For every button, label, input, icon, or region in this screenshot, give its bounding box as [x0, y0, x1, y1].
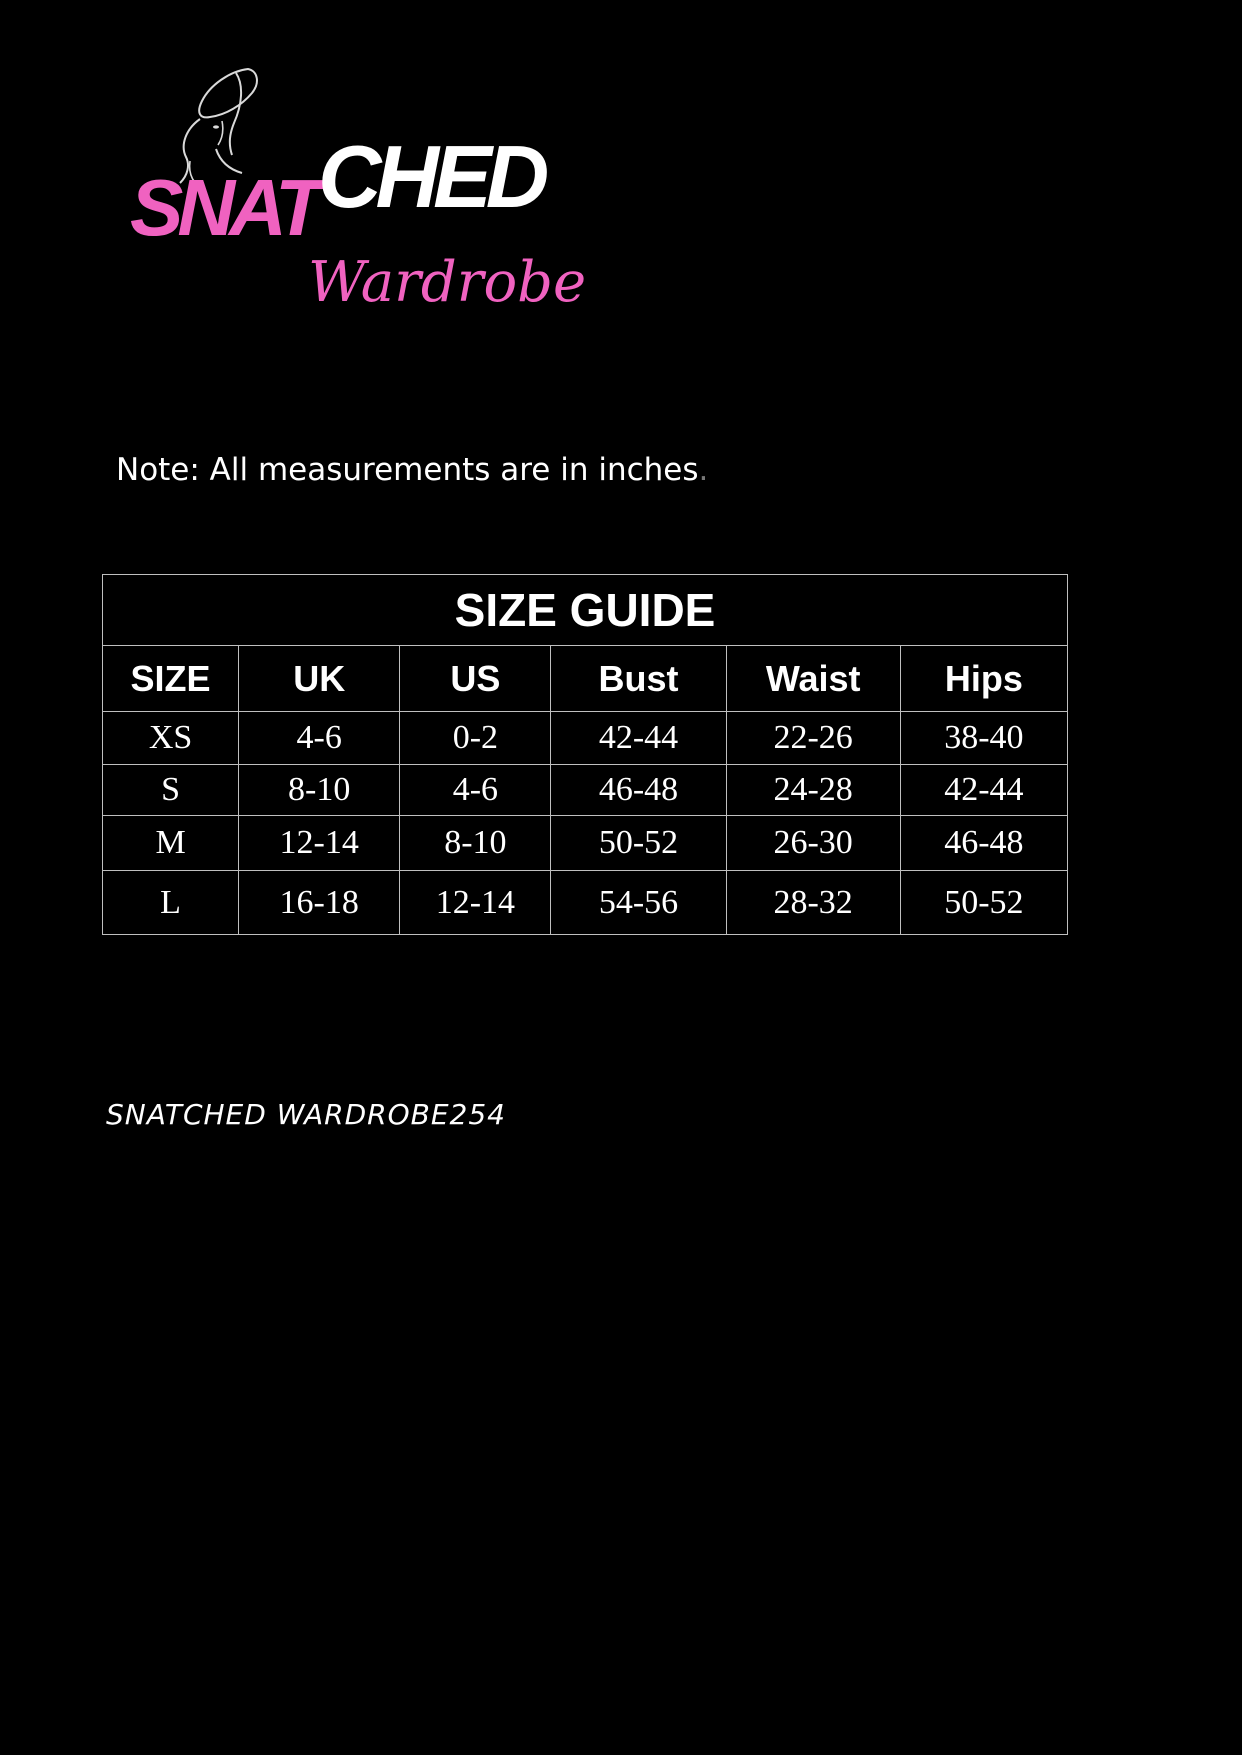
- cell-us: 0-2: [400, 712, 551, 765]
- table-row: [103, 765, 1068, 816]
- header-bust: Bust: [551, 646, 726, 712]
- cell-waist: 24-28: [726, 765, 900, 816]
- cell-bust: 50-52: [551, 816, 726, 871]
- header-hips: Hips: [900, 646, 1067, 712]
- cell-size: XS: [103, 712, 239, 765]
- table-row: [103, 871, 1068, 935]
- logo-word-pink: SNAT: [130, 163, 318, 252]
- logo-script: Wardrobe: [308, 250, 587, 315]
- cell-waist: 28-32: [726, 871, 900, 935]
- header-size: SIZE: [103, 646, 239, 712]
- measurement-note: [116, 452, 708, 488]
- cell-us: 8-10: [400, 816, 551, 871]
- cell-size: L: [103, 871, 239, 935]
- table-row: [103, 712, 1068, 765]
- cell-bust: 42-44: [551, 712, 726, 765]
- footer-brand-text: SNATCHED WARDROBE254: [106, 1098, 506, 1131]
- table-title: SIZE GUIDE: [103, 575, 1068, 646]
- cell-waist: 22-26: [726, 712, 900, 765]
- cell-size: M: [103, 816, 239, 871]
- cell-bust: 46-48: [551, 765, 726, 816]
- cell-waist: 26-30: [726, 816, 900, 871]
- header-us: US: [400, 646, 551, 712]
- cell-hips: 50-52: [900, 871, 1067, 935]
- note-period: .: [698, 452, 709, 488]
- cell-uk: 12-14: [239, 816, 400, 871]
- cell-uk: 4-6: [239, 712, 400, 765]
- cell-hips: 38-40: [900, 712, 1067, 765]
- note-text: Note: All measurements are in inches: [116, 452, 699, 488]
- table-row: [103, 816, 1068, 871]
- cell-bust: 54-56: [551, 871, 726, 935]
- cell-uk: 16-18: [239, 871, 400, 935]
- cell-uk: 8-10: [239, 765, 400, 816]
- header-waist: Waist: [726, 646, 900, 712]
- header-uk: UK: [239, 646, 400, 712]
- size-guide-table: [102, 574, 1068, 935]
- logo-word-white: CHED: [318, 127, 544, 226]
- cell-us: 12-14: [400, 871, 551, 935]
- cell-size: S: [103, 765, 239, 816]
- cell-hips: 46-48: [900, 816, 1067, 871]
- cell-us: 4-6: [400, 765, 551, 816]
- brand-logo: [130, 65, 590, 335]
- woman-silhouette-hat-icon: [130, 65, 590, 335]
- cell-hips: 42-44: [900, 765, 1067, 816]
